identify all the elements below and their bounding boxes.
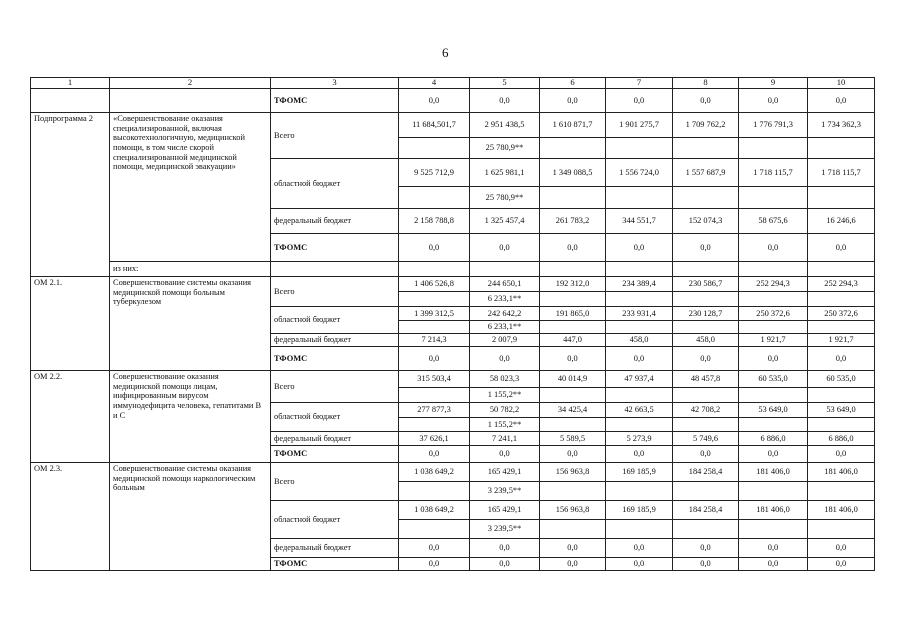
value-cell: 250 372,6 xyxy=(739,307,808,321)
value-cell: 1 709 762,2 xyxy=(673,113,739,138)
value-cell: 0,0 xyxy=(399,446,470,463)
extra-value-cell: 6 233,1** xyxy=(470,292,540,307)
table-row xyxy=(31,277,875,292)
source-cell: Всего xyxy=(271,463,399,501)
value-cell: 0,0 xyxy=(808,347,875,371)
value-cell: 1 038 649,2 xyxy=(399,463,470,482)
value-cell: 0,0 xyxy=(540,234,606,262)
value-cell: 184 258,4 xyxy=(673,501,739,520)
extra-value-cell: 1 155,2** xyxy=(470,388,540,403)
value-cell: 192 312,0 xyxy=(540,277,606,292)
value-cell: 184 258,4 xyxy=(673,463,739,482)
value-cell: 0,0 xyxy=(739,234,808,262)
value-cell: 48 457,8 xyxy=(673,371,739,388)
source-cell: ТФОМС xyxy=(271,347,399,371)
value-cell: 7 214,3 xyxy=(399,334,470,347)
value-cell: 0,0 xyxy=(540,89,606,113)
header-cell: 4 xyxy=(399,78,470,89)
value-cell: 156 963,8 xyxy=(540,501,606,520)
value-cell: 1 325 457,4 xyxy=(470,209,540,234)
value-cell: 5 589,5 xyxy=(540,432,606,446)
value-cell: 0,0 xyxy=(673,539,739,558)
value-cell: 344 551,7 xyxy=(606,209,673,234)
header-cell: 9 xyxy=(739,78,808,89)
value-cell: 1 901 275,7 xyxy=(606,113,673,138)
value-cell: 1 399 312,5 xyxy=(399,307,470,321)
value-cell: 0,0 xyxy=(470,89,540,113)
value-cell: 0,0 xyxy=(606,347,673,371)
header-cell: 10 xyxy=(808,78,875,89)
source-cell: ТФОМС xyxy=(271,558,399,571)
title-cell: «Совершенствование оказания специализированной, включая высокотехнологичную, медицинской помощи, в том числе скорой специализированной медицинской помощи, медицинской эвакуации» xyxy=(110,113,271,262)
header-cell: 5 xyxy=(470,78,540,89)
value-cell: 0,0 xyxy=(470,347,540,371)
value-cell: 0,0 xyxy=(808,234,875,262)
value-cell: 181 406,0 xyxy=(808,501,875,520)
value-cell: 1 734 362,3 xyxy=(808,113,875,138)
value-cell: 9 525 712,9 xyxy=(399,159,470,187)
value-cell: 191 865,0 xyxy=(540,307,606,321)
value-cell: 0,0 xyxy=(470,558,540,571)
value-cell: 6 886,0 xyxy=(739,432,808,446)
value-cell: 0,0 xyxy=(470,446,540,463)
value-cell: 50 782,2 xyxy=(470,403,540,418)
value-cell: 0,0 xyxy=(606,89,673,113)
source-cell: ТФОМС xyxy=(271,446,399,463)
value-cell: 60 535,0 xyxy=(808,371,875,388)
header-cell: 2 xyxy=(110,78,271,89)
source-cell: Всего xyxy=(271,113,399,159)
extra-value-cell: 3 239,5** xyxy=(470,520,540,539)
value-cell: 0,0 xyxy=(606,539,673,558)
value-cell: 165 429,1 xyxy=(470,463,540,482)
value-cell: 1 406 526,8 xyxy=(399,277,470,292)
value-cell: 53 649,0 xyxy=(808,403,875,418)
value-cell: 16 246,6 xyxy=(808,209,875,234)
value-cell: 169 185,9 xyxy=(606,501,673,520)
value-cell: 53 649,0 xyxy=(739,403,808,418)
value-cell: 261 783,2 xyxy=(540,209,606,234)
value-cell: 0,0 xyxy=(673,446,739,463)
value-cell: 447,0 xyxy=(540,334,606,347)
page-number: 6 xyxy=(442,45,449,60)
title-cell: Совершенствование системы оказания медицинской помощи больным туберкулезом xyxy=(110,277,271,371)
value-cell: 252 294,3 xyxy=(808,277,875,292)
source-cell: федеральный бюджет xyxy=(271,209,399,234)
value-cell: 60 535,0 xyxy=(739,371,808,388)
value-cell: 181 406,0 xyxy=(739,501,808,520)
value-cell: 0,0 xyxy=(540,347,606,371)
value-cell: 0,0 xyxy=(739,558,808,571)
iz-nih-label: из них: xyxy=(110,262,271,277)
value-cell: 0,0 xyxy=(673,347,739,371)
value-cell: 156 963,8 xyxy=(540,463,606,482)
value-cell: 242 642,2 xyxy=(470,307,540,321)
value-cell: 1 556 724,0 xyxy=(606,159,673,187)
value-cell: 42 708,2 xyxy=(673,403,739,418)
value-cell: 0,0 xyxy=(673,234,739,262)
source-cell: ТФОМС xyxy=(271,234,399,262)
value-cell: 0,0 xyxy=(399,539,470,558)
value-cell: 2 158 788,8 xyxy=(399,209,470,234)
value-cell: 0,0 xyxy=(808,89,875,113)
value-cell: 0,0 xyxy=(739,89,808,113)
value-cell: 169 185,9 xyxy=(606,463,673,482)
value-cell: 0,0 xyxy=(540,446,606,463)
code-cell: ОМ 2.2. xyxy=(31,371,110,463)
value-cell: 1 557 687,9 xyxy=(673,159,739,187)
value-cell: 2 007,9 xyxy=(470,334,540,347)
extra-value-cell: 25 780,9** xyxy=(470,187,540,209)
title-cell: Совершенствование оказания медицинской помощи лицам, инфицированным вирусом иммунодефицита человека, гепатитами В и С xyxy=(110,371,271,463)
value-cell: 11 684,501,7 xyxy=(399,113,470,138)
header-cell: 3 xyxy=(271,78,399,89)
value-cell: 152 074,3 xyxy=(673,209,739,234)
header-cell: 1 xyxy=(31,78,110,89)
header-row xyxy=(31,78,875,89)
value-cell: 458,0 xyxy=(673,334,739,347)
source-cell: областной бюджет xyxy=(271,403,399,432)
value-cell: 40 014,9 xyxy=(540,371,606,388)
value-cell: 277 877,3 xyxy=(399,403,470,418)
source-cell: федеральный бюджет xyxy=(271,432,399,446)
extra-value-cell: 3 239,5** xyxy=(470,482,540,501)
source-cell: ТФОМС xyxy=(271,89,399,113)
value-cell: 1 921,7 xyxy=(739,334,808,347)
value-cell: 1 921,7 xyxy=(808,334,875,347)
value-cell: 0,0 xyxy=(808,446,875,463)
value-cell: 0,0 xyxy=(606,446,673,463)
source-cell: федеральный бюджет xyxy=(271,334,399,347)
header-cell: 7 xyxy=(606,78,673,89)
value-cell: 244 650,1 xyxy=(470,277,540,292)
value-cell: 181 406,0 xyxy=(808,463,875,482)
value-cell: 250 372,6 xyxy=(808,307,875,321)
extra-value-cell: 25 780,9** xyxy=(470,138,540,159)
header-cell: 6 xyxy=(540,78,606,89)
source-cell: федеральный бюджет xyxy=(271,539,399,558)
value-cell: 0,0 xyxy=(540,558,606,571)
table-row xyxy=(31,113,875,138)
value-cell: 2 951 438,5 xyxy=(470,113,540,138)
value-cell: 0,0 xyxy=(470,234,540,262)
value-cell: 0,0 xyxy=(808,539,875,558)
budget-table xyxy=(30,77,875,571)
value-cell: 0,0 xyxy=(739,539,808,558)
value-cell: 34 425,4 xyxy=(540,403,606,418)
value-cell: 0,0 xyxy=(673,89,739,113)
value-cell: 0,0 xyxy=(673,558,739,571)
value-cell: 230 586,7 xyxy=(673,277,739,292)
value-cell: 1 349 088,5 xyxy=(540,159,606,187)
code-cell: ОМ 2.1. xyxy=(31,277,110,371)
value-cell: 42 663,5 xyxy=(606,403,673,418)
value-cell: 252 294,3 xyxy=(739,277,808,292)
source-cell: Всего xyxy=(271,371,399,403)
value-cell: 6 886,0 xyxy=(808,432,875,446)
code-cell: Подпрограмма 2 xyxy=(31,113,110,277)
value-cell: 230 128,7 xyxy=(673,307,739,321)
value-cell: 0,0 xyxy=(399,89,470,113)
value-cell: 0,0 xyxy=(808,558,875,571)
source-cell: Всего xyxy=(271,277,399,307)
value-cell: 315 503,4 xyxy=(399,371,470,388)
value-cell: 7 241,1 xyxy=(470,432,540,446)
source-cell: областной бюджет xyxy=(271,501,399,539)
value-cell: 5 273,9 xyxy=(606,432,673,446)
value-cell: 234 389,4 xyxy=(606,277,673,292)
value-cell: 1 610 871,7 xyxy=(540,113,606,138)
value-cell: 181 406,0 xyxy=(739,463,808,482)
source-cell: областной бюджет xyxy=(271,307,399,334)
value-cell: 0,0 xyxy=(399,234,470,262)
title-cell: Совершенствование системы оказания медицинской помощи наркологическим больным xyxy=(110,463,271,571)
value-cell: 0,0 xyxy=(399,558,470,571)
value-cell: 1 718 115,7 xyxy=(808,159,875,187)
value-cell: 0,0 xyxy=(739,446,808,463)
code-cell xyxy=(31,89,110,113)
table-row xyxy=(31,262,875,277)
value-cell: 0,0 xyxy=(470,539,540,558)
value-cell: 0,0 xyxy=(540,539,606,558)
value-cell: 37 626,1 xyxy=(399,432,470,446)
source-cell: областной бюджет xyxy=(271,159,399,209)
value-cell: 1 625 981,1 xyxy=(470,159,540,187)
value-cell: 58 023,3 xyxy=(470,371,540,388)
extra-value-cell: 6 233,1** xyxy=(470,321,540,334)
value-cell: 458,0 xyxy=(606,334,673,347)
extra-value-cell: 1 155,2** xyxy=(470,418,540,432)
value-cell: 0,0 xyxy=(606,234,673,262)
code-cell: ОМ 2.3. xyxy=(31,463,110,571)
value-cell: 0,0 xyxy=(606,558,673,571)
table-row xyxy=(31,371,875,388)
title-cell xyxy=(110,89,271,113)
value-cell: 47 937,4 xyxy=(606,371,673,388)
value-cell: 233 931,4 xyxy=(606,307,673,321)
table-row xyxy=(31,463,875,482)
value-cell: 1 038 649,2 xyxy=(399,501,470,520)
header-cell: 8 xyxy=(673,78,739,89)
value-cell: 0,0 xyxy=(739,347,808,371)
value-cell: 0,0 xyxy=(399,347,470,371)
value-cell: 165 429,1 xyxy=(470,501,540,520)
value-cell: 58 675,6 xyxy=(739,209,808,234)
value-cell: 1 718 115,7 xyxy=(739,159,808,187)
value-cell: 5 749,6 xyxy=(673,432,739,446)
table-row xyxy=(31,89,875,113)
value-cell: 1 776 791,3 xyxy=(739,113,808,138)
